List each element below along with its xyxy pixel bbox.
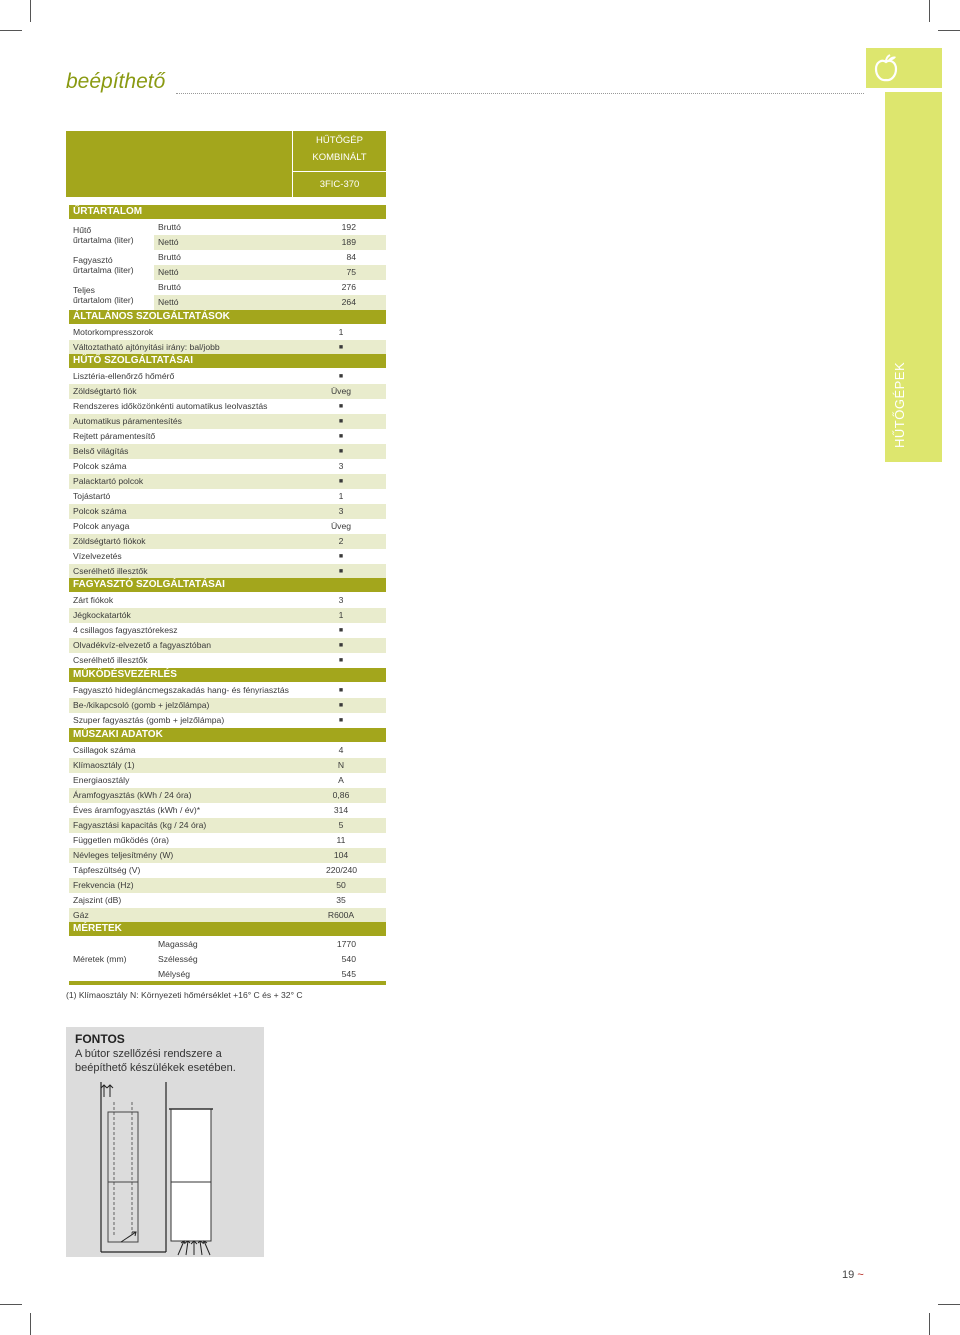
- tech-spec-label: Gáz: [73, 910, 89, 920]
- fridge-spec-value: ■: [338, 373, 344, 380]
- crop-mark: [0, 30, 22, 31]
- fridge-spec-label: Polcok száma: [73, 506, 127, 516]
- fridge-spec-label: Zöldségtartó fiókok: [73, 536, 146, 546]
- capacity-value: 192: [341, 222, 356, 232]
- capacity-value: 75: [346, 267, 356, 277]
- fridge-spec-label: Vízelvezetés: [73, 551, 122, 561]
- dimensions-group-label: Méretek (mm): [73, 954, 127, 964]
- tech-spec-label: Klímaosztály (1): [73, 760, 135, 770]
- header-divider: [293, 171, 386, 172]
- tech-spec-label: Energiaosztály: [73, 775, 130, 785]
- control-spec-value: ■: [338, 717, 344, 724]
- fridge-spec-label: Belső világítás: [73, 446, 129, 456]
- fridge-spec-row: [69, 369, 386, 384]
- freezer-spec-row: [69, 638, 386, 653]
- fridge-spec-value: Üveg: [330, 386, 352, 396]
- section-urtartalom: ŰRTARTALOM: [69, 205, 386, 219]
- fridge-spec-value: 3: [338, 461, 344, 471]
- important-box: [66, 1027, 264, 1257]
- tech-spec-row: [69, 893, 386, 908]
- control-spec-value: ■: [338, 687, 344, 694]
- control-spec-label: Szuper fagyasztás (gomb + jelzőlámpa): [73, 715, 225, 725]
- capacity-value: 189: [341, 237, 356, 247]
- freezer-spec-label: 4 csillagos fagyasztórekesz: [73, 625, 178, 635]
- control-spec-row: [69, 683, 386, 698]
- tech-spec-label: Tápfeszültség (V): [73, 865, 141, 875]
- table-header-blank: [66, 131, 292, 197]
- crop-mark: [0, 1304, 22, 1305]
- capacity-value: 84: [346, 252, 356, 262]
- freezer-spec-value: 1: [338, 610, 344, 620]
- spec-row: [69, 340, 386, 355]
- fridge-spec-row: [69, 489, 386, 504]
- dimension-row: [154, 967, 386, 982]
- freezer-spec-row: [69, 593, 386, 608]
- product-type: HŰTŐGÉP: [316, 135, 363, 146]
- capacity-row: [154, 295, 386, 310]
- fridge-spec-value: 3: [338, 506, 344, 516]
- freezer-spec-row: [69, 608, 386, 623]
- fridge-spec-row: [69, 504, 386, 519]
- fridge-spec-label: Rejtett páramentesítő: [73, 431, 156, 441]
- control-spec-row: [69, 713, 386, 728]
- capacity-label: Nettó: [158, 267, 179, 277]
- freezer-spec-label: Zárt fiókok: [73, 595, 114, 605]
- apple-icon: [866, 48, 942, 88]
- apple-badge: [866, 48, 942, 88]
- capacity-value: 276: [341, 282, 356, 292]
- capacity-group-label: Fagyasztó űrtartalma (liter): [73, 255, 134, 275]
- freezer-spec-label: Cserélhető illesztők: [73, 655, 148, 665]
- section-meretek: MÉRETEK: [69, 922, 386, 936]
- dimension-label: Szélesség: [158, 954, 198, 964]
- fridge-spec-value: ■: [338, 418, 344, 425]
- capacity-group-label: Teljes űrtartalom (liter): [73, 285, 134, 305]
- tech-spec-row: [69, 833, 386, 848]
- fridge-spec-value: Üveg: [330, 521, 352, 531]
- page-title: beépíthető: [66, 70, 166, 93]
- fridge-spec-label: Polcok anyaga: [73, 521, 130, 531]
- tech-spec-value: 220/240: [326, 865, 358, 875]
- spec-label: Változtatható ajtónyitási irány: bal/jobb: [73, 342, 220, 352]
- fridge-spec-row: [69, 444, 386, 459]
- fridge-spec-value: ■: [338, 553, 344, 560]
- title-dotted-rule: [176, 93, 864, 94]
- tech-spec-label: Éves áramfogyasztás (kWh / év)*: [73, 805, 201, 815]
- fridge-spec-row: [69, 429, 386, 444]
- freezer-spec-row: [69, 653, 386, 668]
- crop-mark: [929, 0, 930, 22]
- fridge-spec-label: Rendszeres időközönkénti automatikus leolvasztás: [73, 401, 268, 411]
- fridge-spec-row: [69, 459, 386, 474]
- tech-spec-label: Frekvencia (Hz): [73, 880, 134, 890]
- tech-spec-row: [69, 758, 386, 773]
- tech-spec-value: 4: [338, 745, 344, 755]
- capacity-group-label: Hűtő űrtartalma (liter): [73, 225, 134, 245]
- important-text: A bútor szellőzési rendszere a beépíthető készülékek esetében.: [75, 1048, 236, 1074]
- ventilation-diagram: [66, 1027, 264, 1257]
- section-altalanos: ÁLTALÁNOS SZOLGÁLTATÁSOK: [69, 310, 386, 324]
- section-muszaki: MŰSZAKI ADATOK: [69, 728, 386, 742]
- tech-spec-label: Névleges teljesítmény (W): [73, 850, 174, 860]
- freezer-spec-label: Jégkockatartók: [73, 610, 131, 620]
- tech-spec-value: 50: [336, 880, 346, 890]
- page-number: [842, 1269, 864, 1281]
- footnote: (1) Klímaosztály N: Környezeti hőmérséklet +16° C és + 32° C: [66, 990, 303, 1000]
- crop-mark: [929, 1313, 930, 1335]
- tech-spec-value: 314: [333, 805, 349, 815]
- freezer-spec-label: Olvadékvíz-elvezető a fagyasztóban: [73, 640, 212, 650]
- fridge-spec-row: [69, 534, 386, 549]
- fridge-spec-label: Polcok száma: [73, 461, 127, 471]
- freezer-spec-value: ■: [338, 657, 344, 664]
- section-mukodes: MŰKÖDÉSVEZÉRLÉS: [69, 668, 386, 682]
- dimension-label: Mélység: [158, 969, 190, 979]
- capacity-label: Bruttó: [158, 252, 181, 262]
- tech-spec-value: R600A: [327, 910, 355, 920]
- fridge-spec-label: Automatikus páramentesítés: [73, 416, 182, 426]
- tech-spec-value: 11: [336, 835, 346, 845]
- section-fagyaszto: FAGYASZTÓ SZOLGÁLTATÁSAI: [69, 578, 386, 592]
- fridge-spec-label: Palacktartó polcok: [73, 476, 144, 486]
- capacity-label: Nettó: [158, 297, 179, 307]
- fridge-spec-label: Lisztéria-ellenőrző hőmérő: [73, 371, 175, 381]
- fridge-spec-value: ■: [338, 568, 344, 575]
- dimension-label: Magasság: [158, 939, 198, 949]
- fridge-spec-value: ■: [338, 403, 344, 410]
- spec-label: Motorkompresszorok: [73, 327, 154, 337]
- fridge-spec-value: ■: [338, 433, 344, 440]
- tech-spec-row: [69, 818, 386, 833]
- crop-mark: [938, 30, 960, 31]
- dimension-value: 1770: [336, 939, 356, 949]
- dimension-row: [154, 952, 386, 967]
- important-heading: FONTOS: [75, 1032, 125, 1046]
- tech-spec-label: Áramfogyasztás (kWh / 24 óra): [73, 790, 192, 800]
- control-spec-row: [69, 698, 386, 713]
- freezer-spec-value: ■: [338, 627, 344, 634]
- tech-spec-value: 0,86: [332, 790, 350, 800]
- tech-spec-value: 35: [336, 895, 346, 905]
- tech-spec-row: [69, 863, 386, 878]
- capacity-row: [154, 250, 386, 265]
- dimension-row: [154, 937, 386, 952]
- freezer-spec-value: ■: [338, 642, 344, 649]
- tech-spec-value: A: [338, 775, 344, 785]
- fridge-spec-value: 1: [338, 491, 344, 501]
- fridge-spec-value: 2: [338, 536, 344, 546]
- tech-spec-row: [69, 773, 386, 788]
- capacity-row: [154, 235, 386, 250]
- tech-spec-value: N: [337, 760, 345, 770]
- dimension-value: 545: [341, 969, 356, 979]
- fridge-spec-row: [69, 414, 386, 429]
- dimension-value: 540: [341, 954, 356, 964]
- crop-mark: [30, 0, 31, 22]
- freezer-spec-row: [69, 623, 386, 638]
- crop-mark: [30, 1313, 31, 1335]
- spec-row: [69, 325, 386, 340]
- capacity-row: [154, 220, 386, 235]
- section-huto: HŰTŐ SZOLGÁLTATÁSAI: [69, 354, 386, 368]
- side-category-label: HŰTŐGÉPEK: [892, 361, 907, 448]
- tech-spec-row: [69, 848, 386, 863]
- table-bottom-bar: [69, 981, 386, 985]
- crop-mark: [938, 1304, 960, 1305]
- capacity-label: Bruttó: [158, 282, 181, 292]
- fridge-spec-label: Tojástartó: [73, 491, 111, 501]
- fridge-spec-label: Zöldségtartó fiók: [73, 386, 137, 396]
- freezer-spec-value: 3: [338, 595, 344, 605]
- product-subtype: KOMBINÁLT: [312, 152, 367, 163]
- tech-spec-label: Zajszint (dB): [73, 895, 122, 905]
- capacity-row: [154, 265, 386, 280]
- fridge-spec-value: ■: [338, 448, 344, 455]
- tech-spec-row: [69, 908, 386, 923]
- tech-spec-value: 104: [333, 850, 349, 860]
- tech-spec-row: [69, 803, 386, 818]
- control-spec-label: Be-/kikapcsoló (gomb + jelzőlámpa): [73, 700, 210, 710]
- fridge-spec-row: [69, 549, 386, 564]
- tech-spec-label: Független működés (óra): [73, 835, 170, 845]
- fridge-spec-value: ■: [338, 478, 344, 485]
- fridge-spec-row: [69, 474, 386, 489]
- tech-spec-label: Fagyasztási kapacitás (kg / 24 óra): [73, 820, 207, 830]
- tech-spec-row: [69, 788, 386, 803]
- tech-spec-row: [69, 743, 386, 758]
- page-number-value: 19: [842, 1269, 855, 1281]
- capacity-value: 264: [341, 297, 356, 307]
- fridge-spec-row: [69, 399, 386, 414]
- spec-value: ■: [338, 344, 344, 351]
- fridge-spec-label: Cserélhető illesztők: [73, 566, 148, 576]
- product-header: [293, 131, 386, 197]
- control-spec-label: Fagyasztó hidegláncmegszakadás hang- és fényriasztás: [73, 685, 289, 695]
- fridge-spec-row: [69, 564, 386, 579]
- capacity-row: [154, 280, 386, 295]
- page-number-mark: ~: [857, 1269, 864, 1281]
- tech-spec-value: 5: [338, 820, 344, 830]
- tech-spec-row: [69, 878, 386, 893]
- product-model: 3FIC-370: [319, 179, 360, 190]
- spec-value: 1: [338, 327, 344, 337]
- tech-spec-label: Csillagok száma: [73, 745, 136, 755]
- control-spec-value: ■: [338, 702, 344, 709]
- capacity-label: Nettó: [158, 237, 179, 247]
- fridge-spec-row: [69, 384, 386, 399]
- fridge-spec-row: [69, 519, 386, 534]
- capacity-label: Bruttó: [158, 222, 181, 232]
